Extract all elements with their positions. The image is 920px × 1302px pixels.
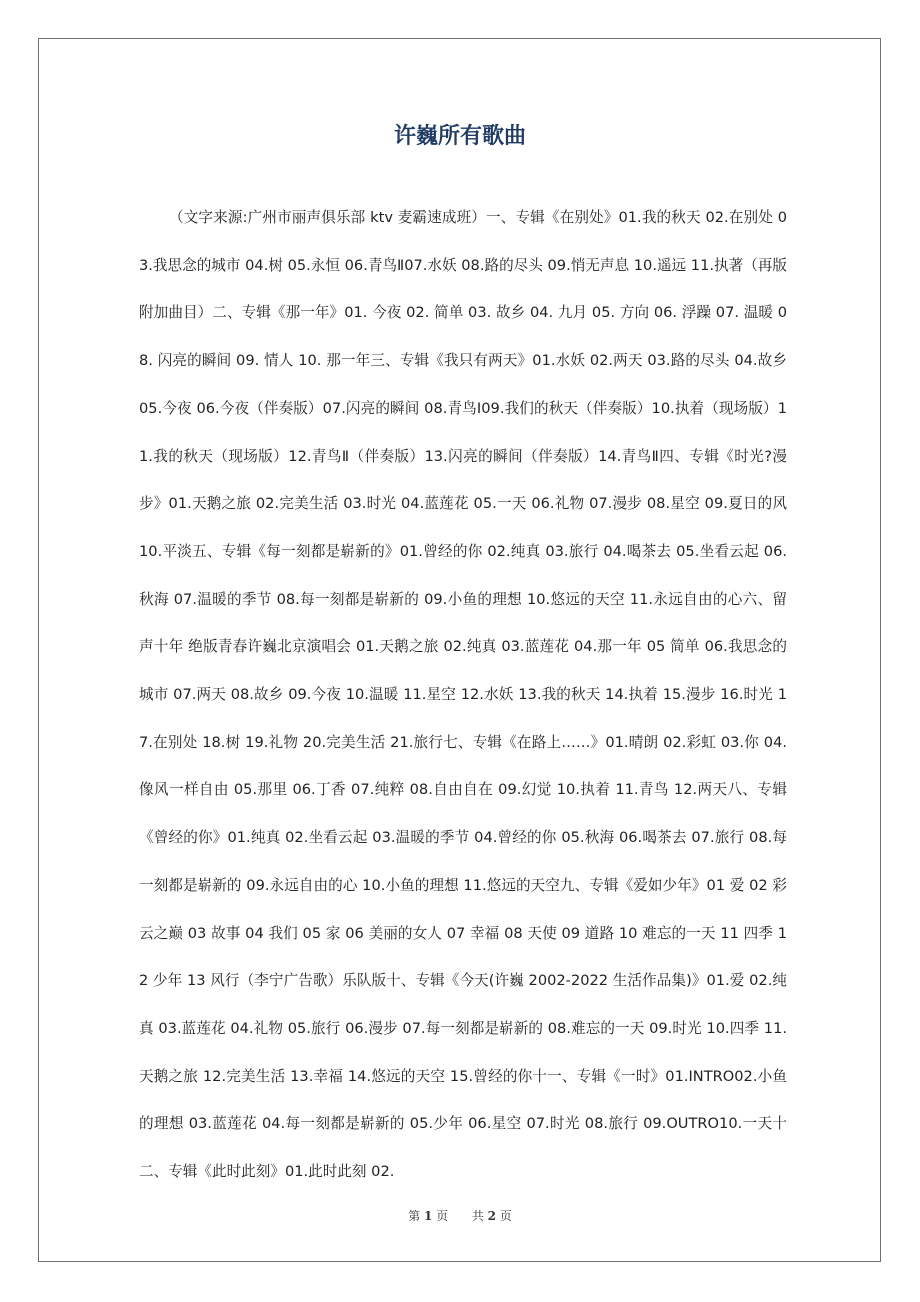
document-body: （文字来源:广州市丽声俱乐部 ktv 麦霸速成班）一、专辑《在别处》01.我的秋天 02.在别处 03.我思念的城市 04.树 05.永恒 06.青鸟Ⅱ07.水妖 08.路的尽头 09.悄无声息 10.遥远 11.执著（再版附加曲目）二、专辑《那一年》01. 今夜 02. 简单 03. 故乡 04. 九月 05. 方向 06. 浮躁 07. 温暖 08. 闪亮的瞬间 09. 情人 10. 那一年三、专辑《我只有两天》01.水妖 02.两天 03.路的尽头 04.故乡 05.今夜 06.今夜（伴奏版）07.闪亮的瞬间 08.青鸟Ⅰ09.我们的秋天（伴奏版）10.执着（现场版）11.我的秋天（现场版）12.青鸟Ⅱ（伴奏版）13.闪亮的瞬间（伴奏版）14.青鸟Ⅱ四、专辑《时光?漫步》01.天鹅之旅 02.完美生活 03.时光 04.蓝莲花 05.一天 06.礼物 07.漫步 08.星空 09.夏日的风 10.平淡五、专辑《每一刻都是崭新的》01.曾经的你 02.纯真 03.旅行 04.喝茶去 05.坐看云起 06.秋海 07.温暖的季节 08.每一刻都是崭新的 09.小鱼的理想 10.悠远的天空 11.永远自由的心六、留声十年 绝版青春许巍北京演唱会 01.天鹅之旅 02.纯真 03.蓝莲花 04.那一年 05 简单 06.我思念的城市 07.两天 08.故乡 09.今夜 10.温暖 11.星空 12.水妖 13.我的秋天 14.执着 15.漫步 16.时光 17.在别处 18.树 19.礼物 20.完美生活 21.旅行七、专辑《在路上……》01.晴朗 02.彩虹 03.你 04.像风一样自由 05.那里 06.丁香 07.纯粹 08.自由自在 09.幻觉 10.执着 11.青鸟 12.两天八、专辑《曾经的你》01.纯真 02.坐看云起 03.温暖的季节 04.曾经的你 05.秋海 06.喝茶去 07.旅行 08.每一刻都是崭新的 09.永远自由的心 10.小鱼的理想 11.悠远的天空九、专辑《爱如少年》01 爱 02 彩云之巅 03 故事 04 我们 05 家 06 美丽的女人 07 幸福 08 天使 09 道路 10 难忘的一天 11 四季 12 少年 13 风行（李宁广告歌）乐队版十、专辑《今天(许巍 2002-2022 生活作品集)》01.爱 02.纯真 03.蓝莲花 04.礼物 05.旅行 06.漫步 07.每一刻都是崭新的 08.难忘的一天 09.时光 10.四季 11.天鹅之旅 12.完美生活 13.幸福 14.悠远的天空 15.曾经的你十一、专辑《一时》01.INTRO02.小鱼的理想 03.蓝莲花 04.每一刻都是崭新的 05.少年 06.星空 07.时光 08.旅行 09.OUTRO10.一天十二、专辑《此时此刻》01.此时此刻 02. [139, 209, 787, 1181]
footer-total-suffix: 页 [499, 1209, 512, 1223]
footer-page-total: 2 [487, 1209, 497, 1223]
document-title: 许巍所有歌曲 [393, 124, 526, 149]
footer-total-prefix: 共 [471, 1209, 484, 1223]
footer-page-current: 1 [423, 1209, 433, 1223]
footer-page-suffix: 页 [436, 1209, 449, 1223]
footer-page-prefix: 第 [408, 1209, 421, 1223]
page-footer [0, 1206, 920, 1226]
